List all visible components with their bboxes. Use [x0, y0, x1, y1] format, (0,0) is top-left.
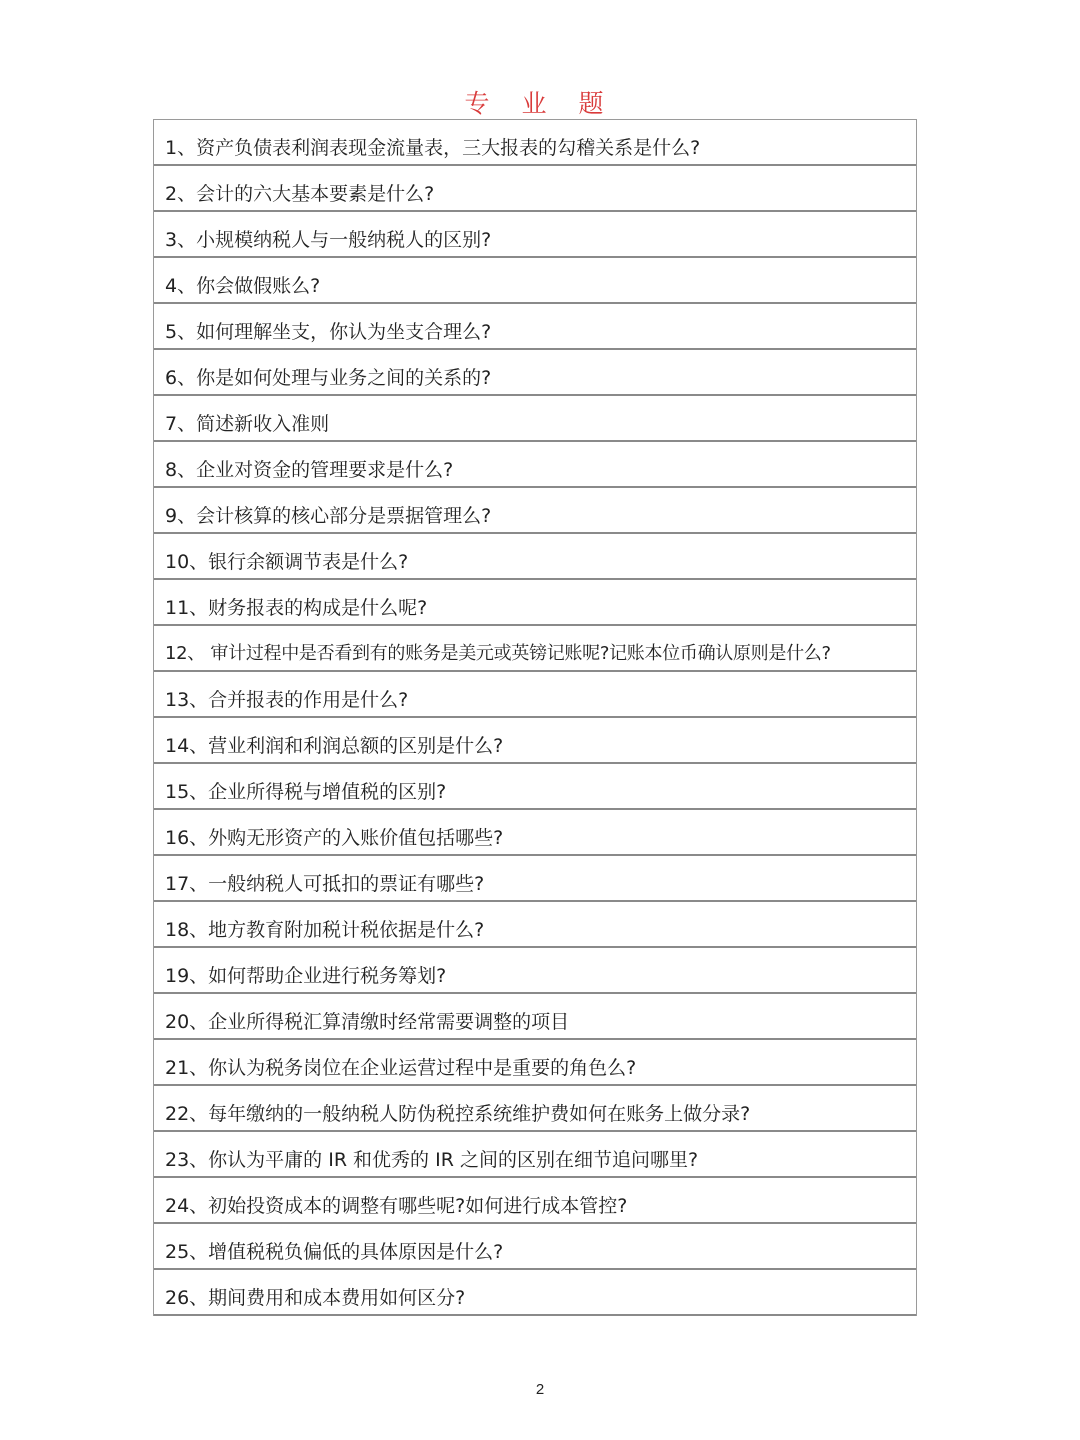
table-row — [154, 626, 916, 672]
question-table — [153, 119, 917, 1316]
question-text: 10、银行余额调节表是什么? — [165, 551, 409, 573]
question-text: 1、资产负债表利润表现金流量表，三大报表的勾稽关系是什么? — [165, 137, 701, 159]
question-text: 23、你认为平庸的 IR 和优秀的 IR 之间的区别在细节追问哪里? — [165, 1149, 699, 1171]
question-text: 16、外购无形资产的入账价值包括哪些? — [165, 827, 504, 849]
table-row — [154, 166, 916, 212]
table-row — [154, 856, 916, 902]
question-text: 4、你会做假账么? — [165, 275, 321, 297]
question-text: 14、营业利润和利润总额的区别是什么? — [165, 735, 504, 757]
question-text: 25、增值税税负偏低的具体原因是什么? — [165, 1241, 504, 1263]
question-text: 9、会计核算的核心部分是票据管理么? — [165, 505, 492, 527]
question-text: 6、你是如何处理与业务之间的关系的? — [165, 367, 492, 389]
table-row — [154, 718, 916, 764]
question-text: 12、 审计过程中是否看到有的账务是美元或英镑记账呢?记账本位币确认原则是什么? — [165, 643, 831, 664]
question-text: 2、会计的六大基本要素是什么? — [165, 183, 435, 205]
table-row — [154, 948, 916, 994]
table-row — [154, 1270, 916, 1316]
table-row — [154, 120, 916, 166]
question-text: 19、如何帮助企业进行税务筹划? — [165, 965, 447, 987]
table-row — [154, 396, 916, 442]
question-text: 17、一般纳税人可抵扣的票证有哪些? — [165, 873, 485, 895]
table-row — [154, 258, 916, 304]
table-row — [154, 1224, 916, 1270]
question-text: 26、期间费用和成本费用如何区分? — [165, 1287, 466, 1309]
table-row — [154, 1178, 916, 1224]
table-row — [154, 488, 916, 534]
table-row — [154, 580, 916, 626]
page-number: 2 — [535, 1381, 545, 1398]
question-text: 22、每年缴纳的一般纳税人防伪税控系统维护费如何在账务上做分录? — [165, 1103, 751, 1125]
table-row — [154, 212, 916, 258]
question-text: 24、初始投资成本的调整有哪些呢?如何进行成本管控? — [165, 1195, 628, 1217]
table-row — [154, 810, 916, 856]
question-text: 13、合并报表的作用是什么? — [165, 689, 409, 711]
table-row — [154, 1086, 916, 1132]
table-row — [154, 350, 916, 396]
question-text: 11、财务报表的构成是什么呢? — [165, 597, 428, 619]
question-text: 3、小规模纳税人与一般纳税人的区别? — [165, 229, 492, 251]
table-row — [154, 672, 916, 718]
question-text: 15、企业所得税与增值税的区别? — [165, 781, 447, 803]
table-row — [154, 534, 916, 580]
table-row — [154, 442, 916, 488]
question-text: 8、企业对资金的管理要求是什么? — [165, 459, 454, 481]
question-text: 21、你认为税务岗位在企业运营过程中是重要的角色么? — [165, 1057, 637, 1079]
question-text: 7、简述新收入准则 — [165, 413, 330, 435]
table-row — [154, 1132, 916, 1178]
table-row — [154, 994, 916, 1040]
table-row — [154, 1040, 916, 1086]
table-row — [154, 902, 916, 948]
question-text: 5、如何理解坐支，你认为坐支合理么? — [165, 321, 492, 343]
table-row — [154, 304, 916, 350]
page-title: 专 业 题 — [464, 89, 616, 118]
question-text: 18、地方教育附加税计税依据是什么? — [165, 919, 485, 941]
question-text: 20、企业所得税汇算清缴时经常需要调整的项目 — [165, 1011, 570, 1033]
table-row — [154, 764, 916, 810]
